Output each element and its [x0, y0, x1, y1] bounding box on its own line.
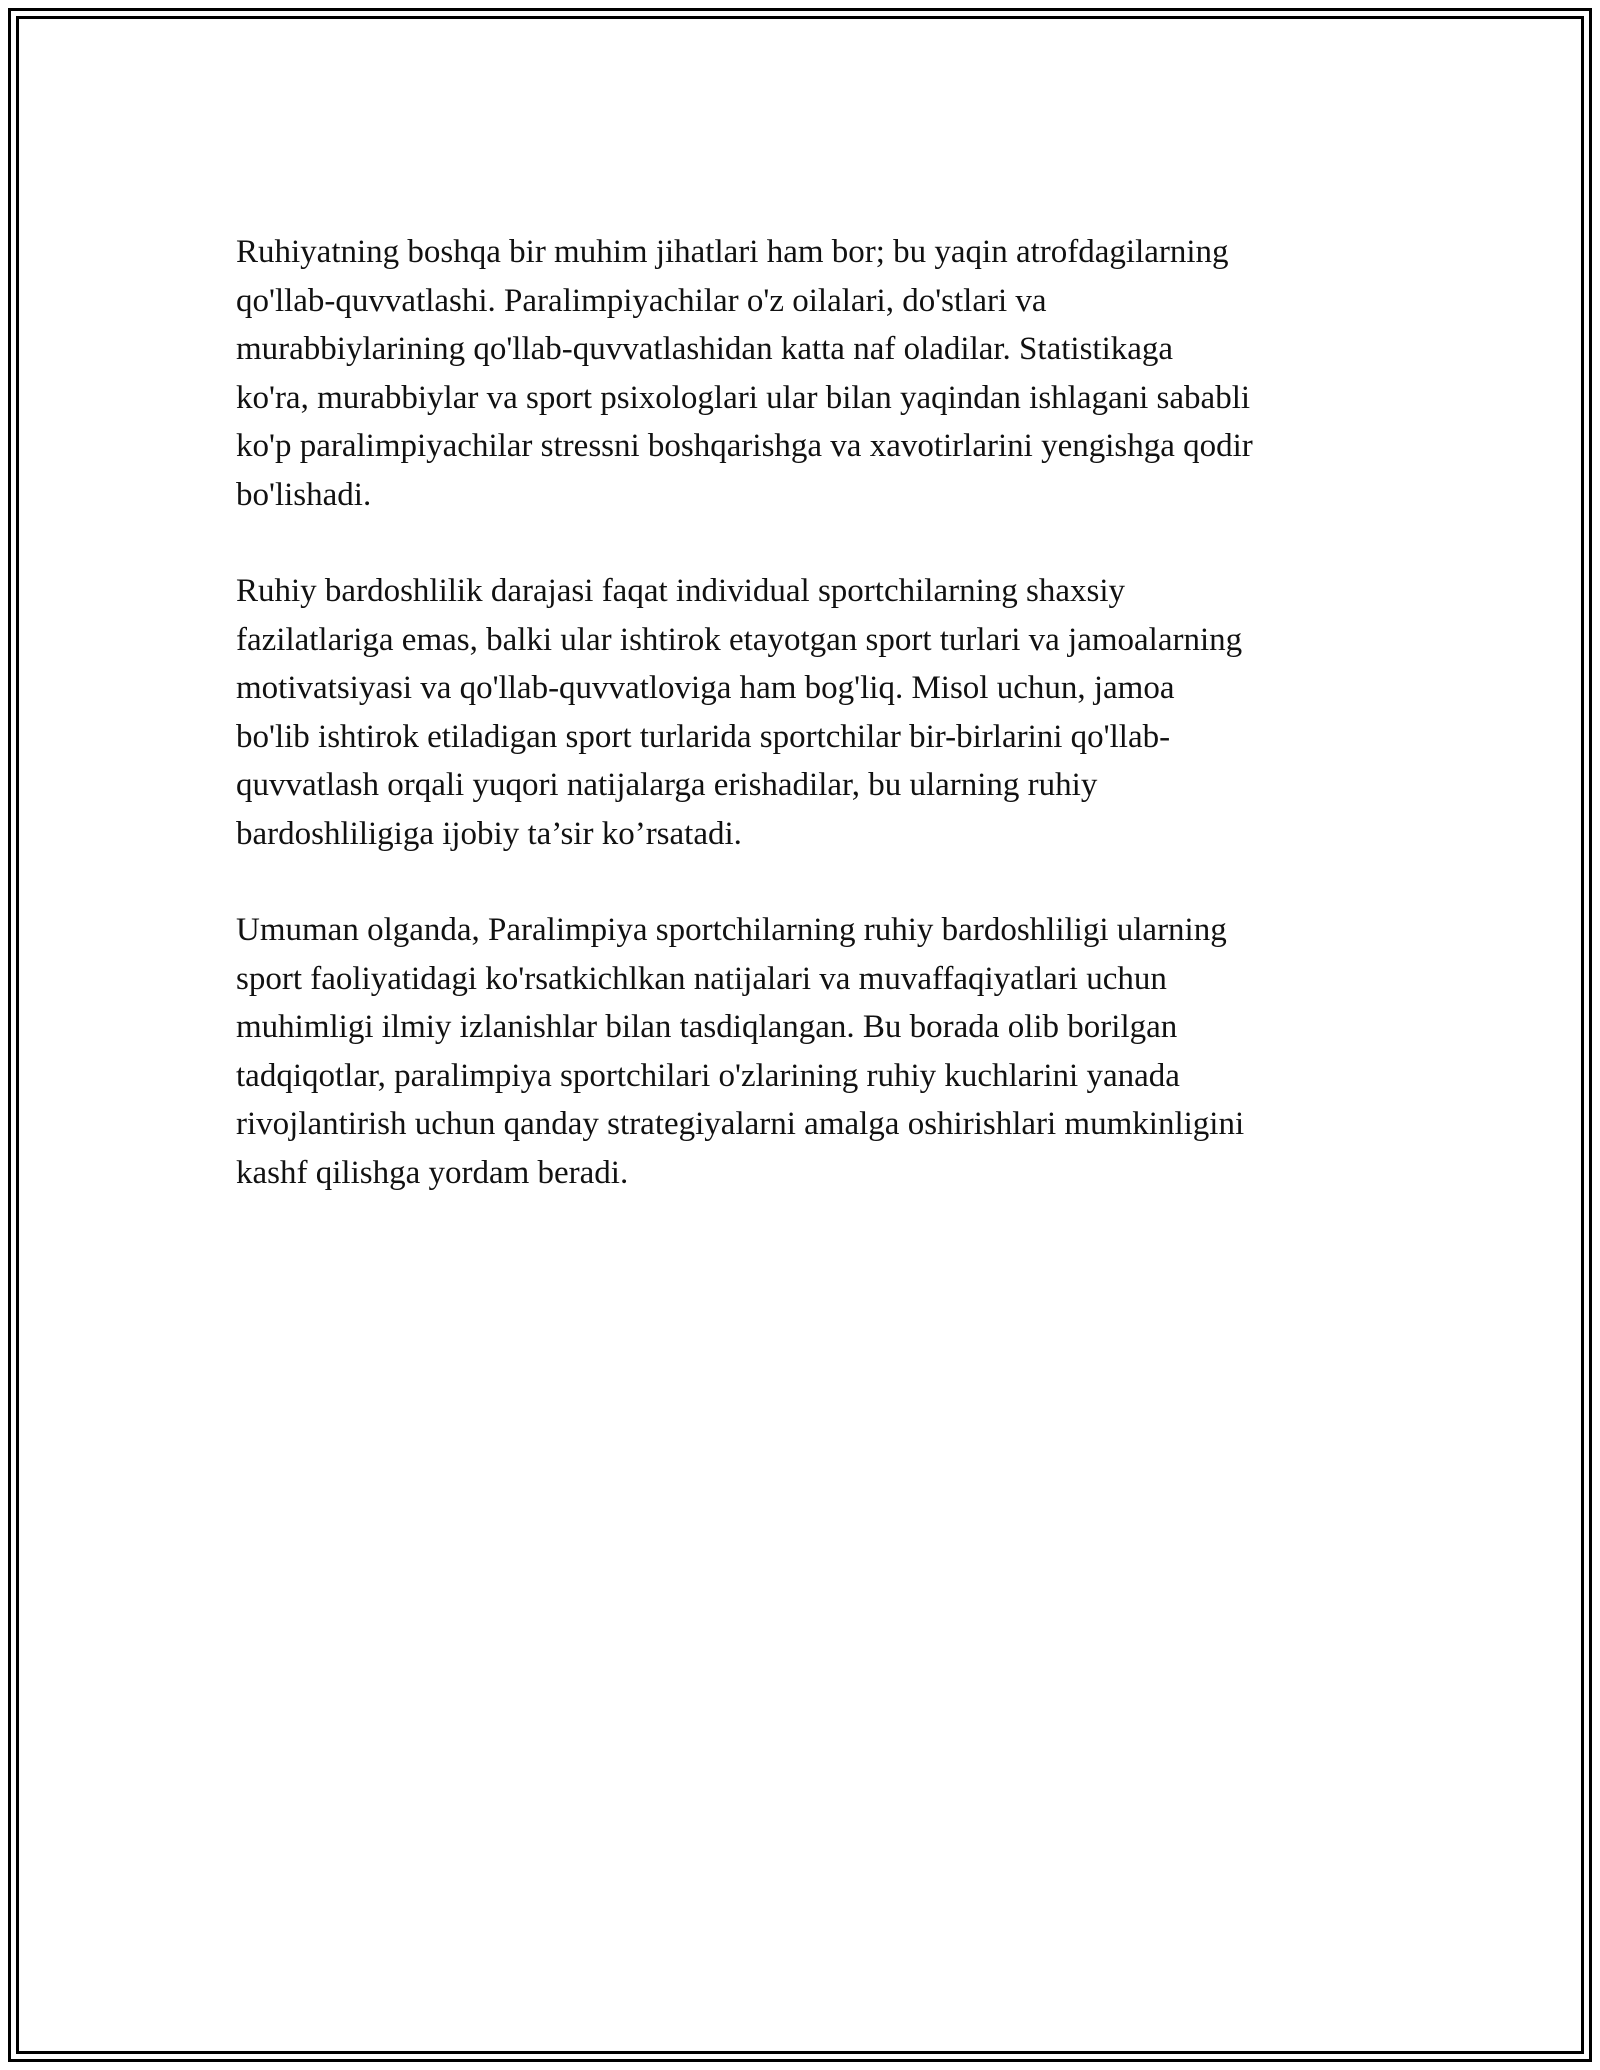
- text-line: tadqiqotlar, paralimpiya sportchilari o'zlarining ruhiy kuchlarini yanada: [236, 1057, 1180, 1094]
- text-line: quvvatlash orqali yuqori natijalarga erishadilar, bu ularning ruhiy: [236, 767, 1098, 803]
- text-line: murabbiylarining qo'llab-quvvatlashidan katta naf oladilar. Statistikaga: [236, 331, 1174, 367]
- text-line: Ruhiyatning boshqa bir muhim jihatlari ham bor; bu yaqin atrofdagilarning: [236, 234, 1229, 270]
- text-line: bo'lib ishtirok etiladigan sport turlarida sportchilar bir-birlarini qo'llab-: [236, 718, 1171, 755]
- text-line: fazilatlariga emas, balki ular ishtirok etayotgan sport turlari va jamoalarning: [236, 621, 1243, 658]
- text-line: muhimligi ilmiy izlanishlar bilan tasdiqlangan. Bu borada olib borilgan: [236, 1009, 1178, 1045]
- text-line: motivatsiyasi va qo'llab-quvvatloviga ham bog'liq. Misol uchun, jamoa: [236, 670, 1175, 706]
- document-body: [236, 228, 1376, 1245]
- text-line: bardoshliligiga ijobiy ta’sir ko’rsatadi.: [236, 815, 742, 852]
- paragraph-conclusion: [236, 906, 1376, 1197]
- text-line: bo'lishadi.: [236, 476, 372, 513]
- text-line: ko'ra, murabbiylar va sport psixologlari ular bilan yaqindan ishlagani sababli: [236, 379, 1251, 416]
- text-line: qo'llab-quvvatlashi. Paralimpiyachilar o'z oilalari, do'stlari va: [236, 282, 1047, 319]
- text-line: ko'p paralimpiyachilar stressni boshqarishga va xavotirlarini yengishga qodir: [236, 428, 1253, 464]
- text-line: kashf qilishga yordam beradi.: [236, 1154, 629, 1191]
- text-line: rivojlantirish uchun qanday strategiyalarni amalga oshirishlari mumkinligini: [236, 1106, 1245, 1142]
- text-line: Umuman olganda, Paralimpiya sportchilarning ruhiy bardoshliligi ularning: [236, 912, 1227, 948]
- text-line: sport faoliyatidagi ko'rsatkichlkan natijalari va muvaffaqiyatlari uchun: [236, 960, 1167, 997]
- paragraph-support: [236, 228, 1376, 519]
- paragraph-resilience: [236, 567, 1376, 858]
- text-line: Ruhiy bardoshlilik darajasi faqat individual sportchilarning shaxsiy: [236, 573, 1126, 609]
